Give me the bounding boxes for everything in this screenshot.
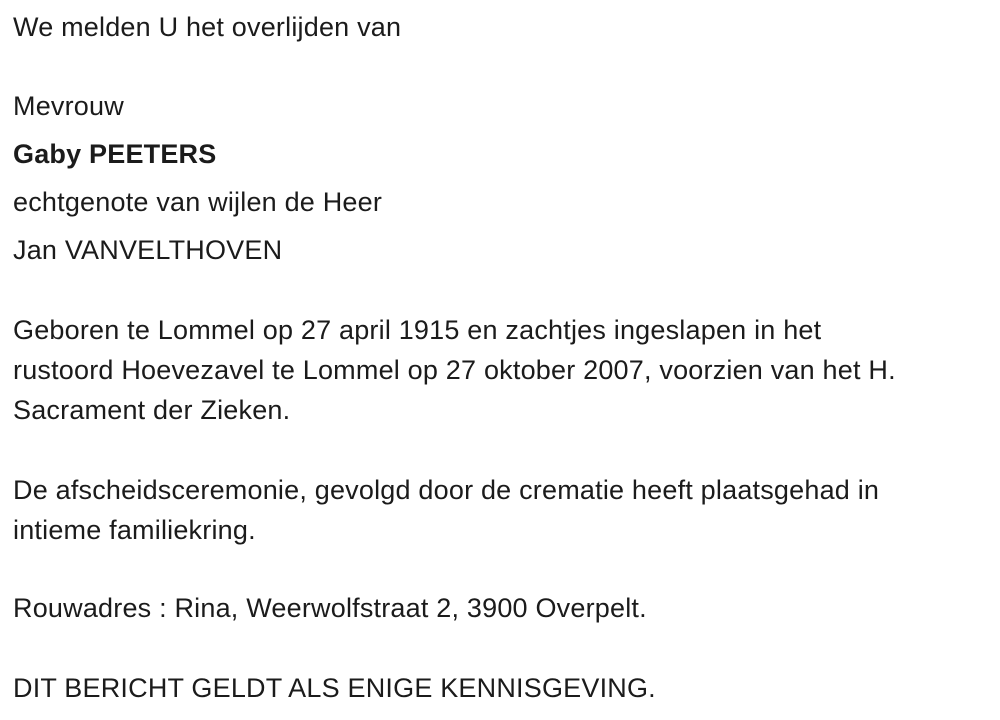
ceremony-paragraph xyxy=(13,470,1000,550)
life-line-2: rustoord Hoevezavel te Lommel op 27 oktober 2007, voorzien van het H. xyxy=(13,355,896,385)
salutation-line: Mevrouw xyxy=(13,91,124,121)
spouse-name: Jan VANVELTHOVEN xyxy=(13,235,283,265)
life-line-3: Sacrament der Zieken. xyxy=(13,395,291,425)
ceremony-line-1: De afscheidsceremonie, gevolgd door de crematie heeft plaatsgehad in xyxy=(13,475,880,505)
ceremony-line-2: intieme familiekring. xyxy=(13,515,256,545)
mourning-address-line: Rouwadres : Rina, Weerwolfstraat 2, 3900 Overpelt. xyxy=(13,593,647,623)
life-paragraph xyxy=(13,310,1000,430)
deceased-name: Gaby PEETERS xyxy=(13,139,217,169)
announcement-line: We melden U het overlijden van xyxy=(13,12,402,42)
life-line-1: Geboren te Lommel op 27 april 1915 en zachtjes ingeslapen in het xyxy=(13,315,822,345)
relation-line: echtgenote van wijlen de Heer xyxy=(13,187,383,217)
closing-line: DIT BERICHT GELDT ALS ENIGE KENNISGEVING. xyxy=(13,673,656,703)
